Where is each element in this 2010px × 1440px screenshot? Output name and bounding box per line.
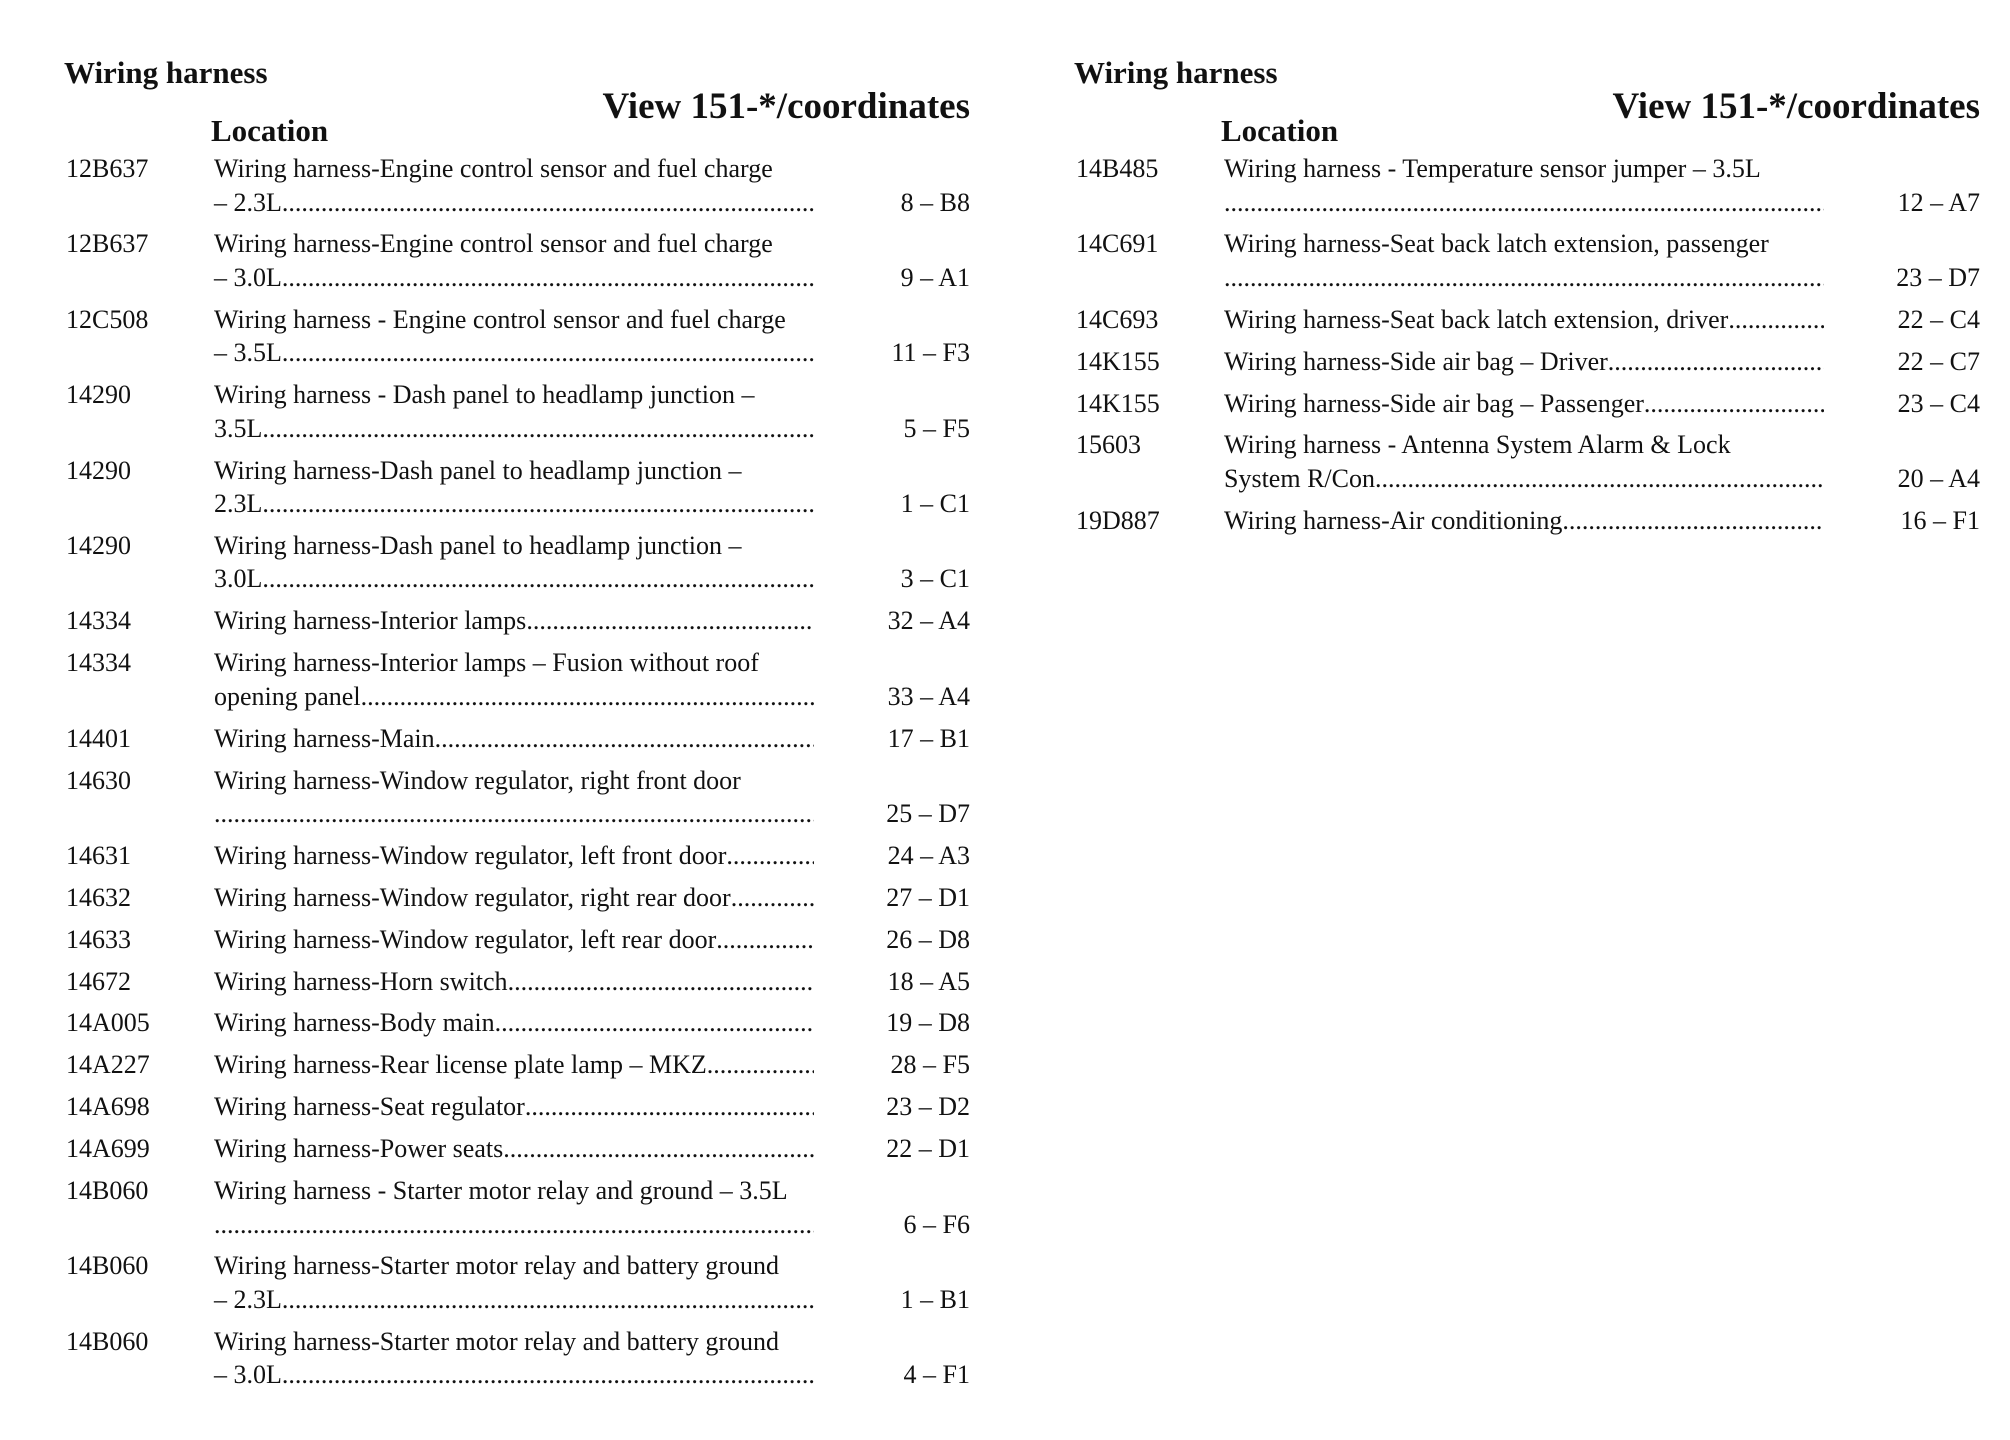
description-continuation [214, 1208, 814, 1242]
location-description [214, 1132, 814, 1166]
location-description: Wiring harness - Temperature sensor jumper – 3.5L [1224, 154, 1761, 183]
location-description-text: Wiring harness-Window regulator, right rear door [214, 882, 731, 912]
table-row [1070, 504, 1980, 538]
description-continuation-text: – 3.5L [214, 338, 282, 368]
description-continuation [214, 797, 814, 831]
description-continuation-text: 2.3L [214, 489, 263, 519]
location-description [1224, 387, 1824, 421]
location-description: Wiring harness-Engine control sensor and fuel charge [214, 154, 773, 183]
location-description [214, 604, 814, 638]
location-description [214, 923, 814, 957]
dot-leader [214, 1208, 814, 1242]
view-coordinate: 1 – C1 [900, 489, 970, 519]
view-coordinate: 18 – A5 [887, 966, 970, 996]
location-description: Wiring harness-Dash panel to headlamp junction – [214, 455, 742, 485]
dot-leader [495, 1006, 814, 1040]
part-number: 14B485 [1076, 154, 1159, 183]
part-number: 14B060 [66, 1326, 149, 1356]
location-description: Wiring harness-Window regulator, right front door [214, 765, 741, 795]
part-number: 14334 [66, 648, 131, 678]
part-number: 14B060 [66, 1176, 149, 1206]
part-number: 12B637 [66, 154, 149, 183]
dot-leader [214, 797, 814, 831]
view-coordinate: 24 – A3 [887, 840, 970, 870]
description-continuation [214, 1358, 814, 1392]
view-coordinate: 16 – F1 [1900, 505, 1980, 535]
dot-leader [282, 186, 814, 220]
part-number: 12B637 [66, 229, 149, 259]
location-description-text: Wiring harness-Window regulator, left front door [214, 840, 727, 870]
section-title: Wiring harness [1074, 55, 1278, 90]
view-coordinates-header: View 151-*/coordinates [1612, 86, 1980, 127]
description-continuation [214, 1283, 814, 1317]
table-row [1070, 303, 1980, 337]
part-number: 14401 [66, 723, 131, 753]
part-number: 19D887 [1076, 505, 1160, 535]
dot-leader [1608, 345, 1824, 379]
part-number: 14290 [66, 455, 131, 485]
location-header: Location [211, 113, 329, 148]
view-coordinate: 11 – F3 [891, 338, 970, 368]
location-header: Location [1221, 113, 1339, 148]
location-description-text: Wiring harness-Horn switch [214, 966, 508, 996]
harness-list [1070, 152, 1980, 546]
location-description [214, 1048, 814, 1082]
part-number: 14630 [66, 765, 131, 795]
part-number: 14K155 [1076, 388, 1160, 418]
dot-leader [1224, 186, 1824, 220]
part-number: 15603 [1076, 430, 1141, 460]
table-row [1070, 152, 1980, 219]
table-row [60, 303, 970, 370]
location-description [214, 1006, 814, 1040]
view-coordinate: 1 – B1 [900, 1284, 970, 1314]
description-continuation-text: System R/Con. [1224, 463, 1382, 493]
description-continuation-text: opening panel [214, 681, 361, 711]
location-description: Wiring harness-Starter motor relay and battery ground [214, 1326, 779, 1356]
part-number: 14A005 [66, 1008, 150, 1038]
location-description: Wiring harness-Engine control sensor and fuel charge [214, 229, 773, 259]
part-number: 14C691 [1076, 229, 1159, 259]
view-coordinate: 23 – D7 [1896, 262, 1980, 292]
location-description: Wiring harness-Starter motor relay and battery ground [214, 1251, 779, 1281]
view-coordinate: 6 – F6 [903, 1209, 970, 1239]
description-continuation-text: – 3.0L [214, 1360, 282, 1390]
location-description [1224, 345, 1824, 379]
table-row [60, 965, 970, 999]
table-row [60, 1174, 970, 1241]
table-row [60, 1006, 970, 1040]
view-coordinate: 8 – B8 [900, 187, 970, 217]
location-description: Wiring harness-Dash panel to headlamp junction – [214, 530, 742, 560]
dot-leader [1562, 504, 1824, 538]
view-coordinate: 4 – F1 [903, 1360, 970, 1390]
part-number: 14631 [66, 840, 131, 870]
location-description: Wiring harness - Starter motor relay and ground – 3.5L [214, 1176, 788, 1206]
location-description [214, 965, 814, 999]
location-description-text: Wiring harness-Window regulator, left rear door [214, 924, 717, 954]
dot-leader [526, 604, 814, 638]
dot-leader [731, 881, 814, 915]
view-coordinate: 3 – C1 [900, 564, 970, 594]
part-number: 14290 [66, 530, 131, 560]
table-row [60, 923, 970, 957]
location-description-text: Wiring harness-Main [214, 723, 435, 753]
view-coordinate: 17 – B1 [887, 723, 970, 753]
location-description-text: Wiring harness-Power seats [214, 1134, 504, 1164]
location-description [214, 722, 814, 756]
location-description-text: Wiring harness-Side air bag – Driver [1224, 346, 1608, 376]
location-description-text: Wiring harness-Body main [214, 1008, 495, 1038]
location-description-text: Wiring harness-Seat regulator [214, 1092, 525, 1122]
dot-leader [282, 1283, 814, 1317]
table-row [60, 646, 970, 713]
location-description: Wiring harness-Seat back latch extension, passenger [1224, 229, 1769, 259]
view-coordinate: 26 – D8 [886, 924, 970, 954]
location-description-text: Wiring harness-Interior lamps [214, 606, 527, 636]
dot-leader [262, 562, 814, 596]
table-row [60, 764, 970, 831]
description-continuation-text: – 3.0L [214, 262, 282, 292]
view-coordinate: 9 – A1 [900, 262, 970, 292]
description-continuation [1224, 462, 1824, 496]
table-row [60, 1090, 970, 1124]
description-continuation-text: 3.0L [214, 564, 263, 594]
view-coordinate: 32 – A4 [887, 606, 970, 636]
description-continuation-text: – 2.3L [214, 1284, 282, 1314]
description-continuation [214, 261, 814, 295]
part-number: 14334 [66, 606, 131, 636]
harness-list [60, 152, 970, 1400]
part-number: 14290 [66, 380, 131, 410]
view-coordinate: 23 – C4 [1897, 388, 1980, 418]
table-row [60, 152, 970, 219]
dot-leader [503, 1132, 814, 1166]
table-row [60, 722, 970, 756]
view-coordinate: 22 – D1 [886, 1134, 970, 1164]
location-description [1224, 303, 1824, 337]
part-number: 14A699 [66, 1134, 150, 1164]
location-description: Wiring harness - Engine control sensor and fuel charge [214, 304, 786, 334]
location-description [214, 839, 814, 873]
description-continuation [214, 487, 814, 521]
dot-leader [1644, 387, 1824, 421]
description-continuation [214, 562, 814, 596]
table-row [60, 1048, 970, 1082]
table-row [60, 839, 970, 873]
part-number: 14K155 [1076, 346, 1160, 376]
view-coordinate: 20 – A4 [1897, 463, 1980, 493]
table-row [1070, 428, 1980, 495]
table-row [60, 1249, 970, 1316]
table-row [60, 1132, 970, 1166]
view-coordinate: 28 – F5 [890, 1050, 970, 1080]
location-description-text: Wiring harness-Air conditioning [1224, 505, 1563, 535]
dot-leader [525, 1090, 814, 1124]
dot-leader [282, 336, 814, 370]
part-number: 14C693 [1076, 304, 1159, 334]
description-continuation-text: – 2.3L [214, 187, 282, 217]
section-title: Wiring harness [64, 55, 268, 90]
description-continuation [1224, 261, 1824, 295]
location-description [214, 1090, 814, 1124]
location-description-text: Wiring harness-Seat back latch extension, driver [1224, 304, 1729, 334]
view-coordinate: 22 – C7 [1897, 346, 1980, 376]
description-continuation-text: 3.5L [214, 413, 263, 443]
dot-leader [262, 487, 814, 521]
location-description: Wiring harness-Interior lamps – Fusion without roof [214, 648, 759, 678]
view-coordinate: 22 – C4 [1897, 304, 1980, 334]
view-coordinate: 12 – A7 [1897, 187, 1980, 217]
view-coordinates-header: View 151-*/coordinates [602, 86, 970, 127]
dot-leader [707, 1048, 814, 1082]
view-coordinate: 23 – D2 [886, 1092, 970, 1122]
location-description: Wiring harness - Antenna System Alarm & Lock [1224, 430, 1731, 460]
table-row [60, 529, 970, 596]
dot-leader [726, 839, 814, 873]
view-coordinate: 5 – F5 [903, 413, 970, 443]
dot-leader [282, 261, 814, 295]
part-number: 14A227 [66, 1050, 150, 1080]
dot-leader [262, 412, 814, 446]
table-row [1070, 227, 1980, 294]
location-description-text: Wiring harness-Side air bag – Passenger [1224, 388, 1644, 418]
dot-leader [1381, 462, 1824, 496]
dot-leader [1224, 261, 1824, 295]
description-continuation [1224, 186, 1824, 220]
table-row [60, 227, 970, 294]
table-row [60, 454, 970, 521]
part-number: 14A698 [66, 1092, 150, 1122]
table-row [1070, 387, 1980, 421]
part-number: 12C508 [66, 304, 149, 334]
view-coordinate: 27 – D1 [886, 882, 970, 912]
description-continuation [214, 412, 814, 446]
dot-leader [361, 680, 814, 714]
location-description: Wiring harness - Dash panel to headlamp junction – [214, 380, 755, 410]
part-number: 14632 [66, 882, 131, 912]
table-row [60, 604, 970, 638]
view-coordinate: 25 – D7 [886, 799, 970, 829]
table-row [1070, 345, 1980, 379]
dot-leader [716, 923, 814, 957]
view-coordinate: 33 – A4 [887, 681, 970, 711]
table-row [60, 881, 970, 915]
dot-leader [1728, 303, 1824, 337]
location-description-text: Wiring harness-Rear license plate lamp – MKZ [214, 1050, 707, 1080]
table-row [60, 1325, 970, 1392]
part-number: 14633 [66, 924, 131, 954]
part-number: 14B060 [66, 1251, 149, 1281]
part-number: 14672 [66, 966, 131, 996]
dot-leader [508, 965, 814, 999]
table-row [60, 378, 970, 445]
dot-leader [282, 1358, 814, 1392]
description-continuation [214, 186, 814, 220]
location-description [214, 881, 814, 915]
description-continuation [214, 680, 814, 714]
description-continuation [214, 336, 814, 370]
location-description [1224, 504, 1824, 538]
view-coordinate: 19 – D8 [886, 1008, 970, 1038]
dot-leader [435, 722, 814, 756]
